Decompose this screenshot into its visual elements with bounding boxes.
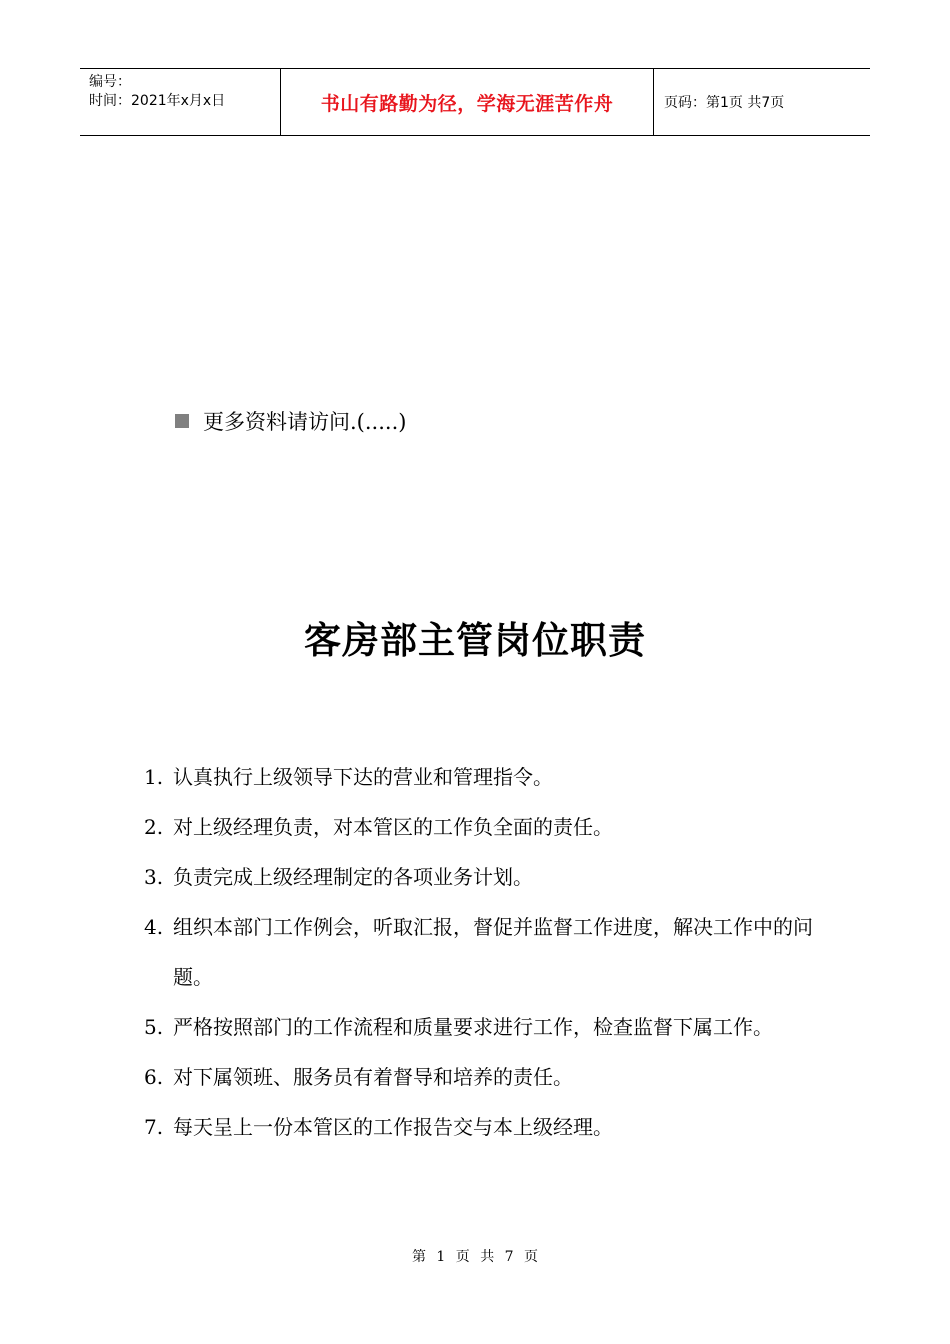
duty-text: 组织本部门工作例会，听取汇报，督促并监督工作进度，解决工作中的问题。 bbox=[173, 915, 813, 989]
duty-number: 4. bbox=[144, 915, 164, 939]
document-date-label: 时间：2021年x月x日 bbox=[89, 93, 226, 109]
duty-item bbox=[144, 752, 814, 802]
duty-item bbox=[144, 1002, 814, 1052]
duty-number: 7. bbox=[144, 1115, 164, 1139]
duty-text: 严格按照部门的工作流程和质量要求进行工作，检查监督下属工作。 bbox=[173, 1015, 773, 1039]
duty-number: 2. bbox=[144, 815, 164, 839]
duty-text: 对下属领班、服务员有着督导和培养的责任。 bbox=[173, 1065, 573, 1089]
header-meta-cell bbox=[80, 69, 281, 135]
document-title: 客房部主管岗位职责 bbox=[304, 618, 646, 662]
header-page-cell bbox=[654, 69, 870, 135]
header-motto-cell bbox=[281, 69, 654, 135]
duty-item bbox=[144, 1102, 814, 1152]
duty-text: 认真执行上级领导下达的营业和管理指令。 bbox=[173, 765, 553, 789]
duty-list bbox=[144, 752, 814, 1152]
more-info-line bbox=[175, 406, 406, 436]
page-header bbox=[80, 68, 870, 136]
square-bullet-icon bbox=[175, 414, 189, 428]
duty-number: 3. bbox=[144, 865, 164, 889]
duty-text: 对上级经理负责，对本管区的工作负全面的责任。 bbox=[173, 815, 613, 839]
duty-text: 每天呈上一份本管区的工作报告交与本上级经理。 bbox=[173, 1115, 613, 1139]
duty-number: 6. bbox=[144, 1065, 164, 1089]
duty-number: 5. bbox=[144, 1015, 164, 1039]
header-motto: 书山有路勤为径，学海无涯苦作舟 bbox=[320, 92, 614, 115]
more-info-text: 更多资料请访问.(.....) bbox=[203, 410, 407, 434]
document-number-label: 编号： bbox=[89, 74, 131, 90]
page-footer: 第 1 页 共 7 页 bbox=[411, 1249, 539, 1265]
duty-item bbox=[144, 902, 814, 1002]
duty-item bbox=[144, 802, 814, 852]
duty-number: 1. bbox=[144, 765, 164, 789]
header-page-number: 页码：第1页 共7页 bbox=[664, 95, 785, 111]
duty-item bbox=[144, 1052, 814, 1102]
duty-text: 负责完成上级经理制定的各项业务计划。 bbox=[173, 865, 533, 889]
duty-item bbox=[144, 852, 814, 902]
